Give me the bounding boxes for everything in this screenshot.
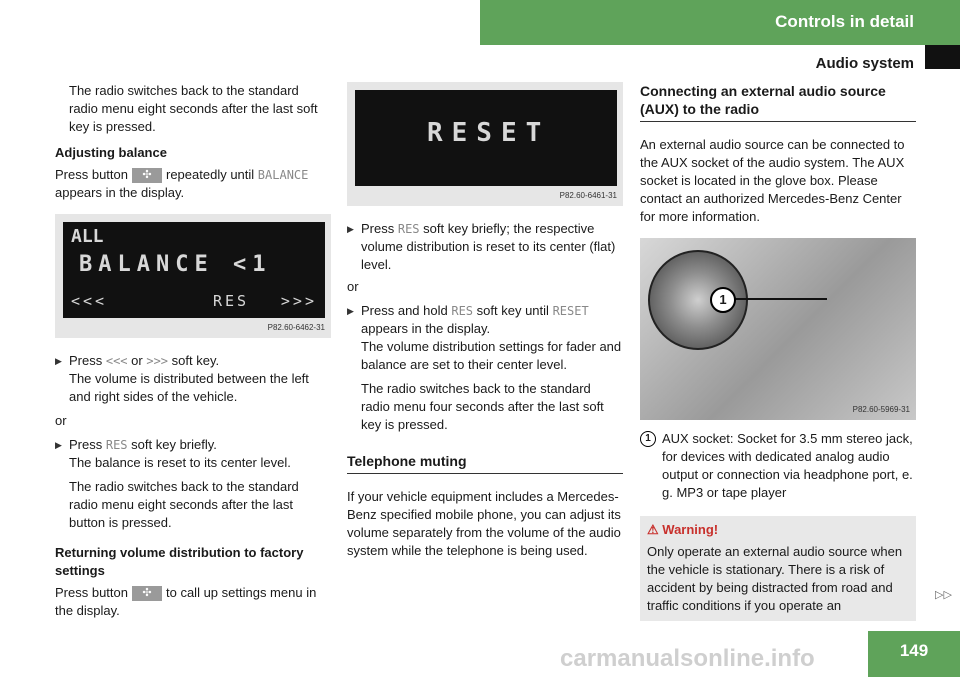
settings-button-icon: ✣ bbox=[132, 168, 162, 183]
aux-legend-item: 1 AUX socket: Socket for 3.5 mm stereo jack, for devices with dedicated analog audio output or connection via headphone port, e. g. MP3 or tape player bbox=[640, 430, 916, 502]
intro-text: The radio switches back to the standard radio menu eight seconds after the last soft key is pressed. bbox=[69, 83, 318, 134]
balance-instruction: Press button ✣ repeatedly until BALANCE appears in the display. bbox=[55, 167, 309, 200]
step-press-arrows: ▶ Press <<< or >>> soft key. The volume is distributed between the left and right sides of the vehicle. bbox=[55, 352, 331, 406]
page-number: 149 bbox=[868, 631, 960, 677]
balance-display: ALL BALANCE <1 <<< RES >>> bbox=[63, 222, 325, 318]
heading-balance: Adjusting balance bbox=[55, 145, 167, 160]
warning-title: ⚠ Warning! bbox=[647, 522, 719, 537]
step-res-brief: ▶ Press RES soft key briefly; the respective volume distribution is reset to its center (flat) level. bbox=[347, 220, 623, 274]
callout-1: 1 bbox=[710, 287, 736, 313]
reset-display-figure: RESET P82.60-6461-31 bbox=[347, 82, 623, 206]
column-3 bbox=[640, 82, 916, 621]
step-press-res: ▶ Press RES soft key briefly. The balance is reset to its center level. bbox=[55, 436, 331, 472]
heading-return: Returning volume distribution to factory settings bbox=[55, 545, 304, 578]
column-1: The radio switches back to the standard radio menu eight seconds after the last soft key is pressed. Adjusting balance Press button ✣ repeatedly until BALANCE appears in the display. ALL BALANCE <1 <<< RES >>> P82.60-6462-31 ▶ Press <<< or >>> soft key. The volume is distributed between the left and right sides of the vehicle. or ▶ Press RES soft key briefly. The balance is reset to its center level. The radio switches back to the standard radio menu eight seconds after the last button is pressed. Returning volume distribution to factory settings Press button ✣ to call up settings menu in the display. bbox=[55, 82, 331, 628]
continue-icon: ▷▷ bbox=[935, 589, 952, 601]
balance-display-figure: ALL BALANCE <1 <<< RES >>> P82.60-6462-31 bbox=[55, 214, 331, 338]
settings-button-icon: ✣ bbox=[132, 586, 162, 601]
aux-socket-photo: 1 P82.60-5969-31 bbox=[640, 238, 916, 420]
callout-line bbox=[732, 298, 827, 300]
legend-number-1: 1 bbox=[640, 431, 656, 447]
step-res-hold: ▶ Press and hold RES soft key until RESET appears in the display. The volume distribution settings for fader and balance are set to their center level. bbox=[347, 302, 623, 374]
warning-text: Only operate an external audio source when the vehicle is stationary. There is a risk of accident by being distracted from road and traffic conditions if you operate an bbox=[647, 544, 903, 613]
chapter-title: Controls in detail bbox=[775, 12, 914, 31]
warning-box bbox=[640, 516, 916, 621]
section-tab bbox=[925, 45, 960, 69]
aux-text: An external audio source can be connected to the AUX socket of the audio system. The AUX socket is located in the glove box. Please contact an authorized Mercedes-Benz Center for more information. bbox=[640, 137, 905, 224]
reset-display: RESET bbox=[355, 90, 617, 186]
return-instruction: Press button ✣ to call up settings menu in the display. bbox=[55, 585, 317, 618]
warning-triangle-icon: ⚠ bbox=[647, 522, 659, 537]
watermark: carmanualsonline.info bbox=[560, 645, 815, 672]
heading-aux: Connecting an external audio source (AUX) to the radio bbox=[640, 82, 916, 122]
section-title: Audio system bbox=[815, 55, 914, 72]
column-2: RESET P82.60-6461-31 ▶ Press RES soft key briefly; the respective volume distribution is reset to its center (flat) level. or ▶ Press and hold RES soft key until RESET appears in the display. The volume distribution settings for fader and balance are set to their center level. The radio switches back to the standard radio menu four seconds after the last soft key is pressed. Telephone muting If your vehicle equipment includes a Mercedes-Benz specified mobile phone, you can adjust its volume separately from the volume of the audio system while the telephone is being used. bbox=[347, 84, 623, 568]
telephone-muting-text: If your vehicle equipment includes a Mercedes-Benz specified mobile phone, you can adjust its volume separately from the volume of the audio system while the telephone is being used. bbox=[347, 489, 621, 558]
heading-telephone-muting: Telephone muting bbox=[347, 452, 623, 474]
